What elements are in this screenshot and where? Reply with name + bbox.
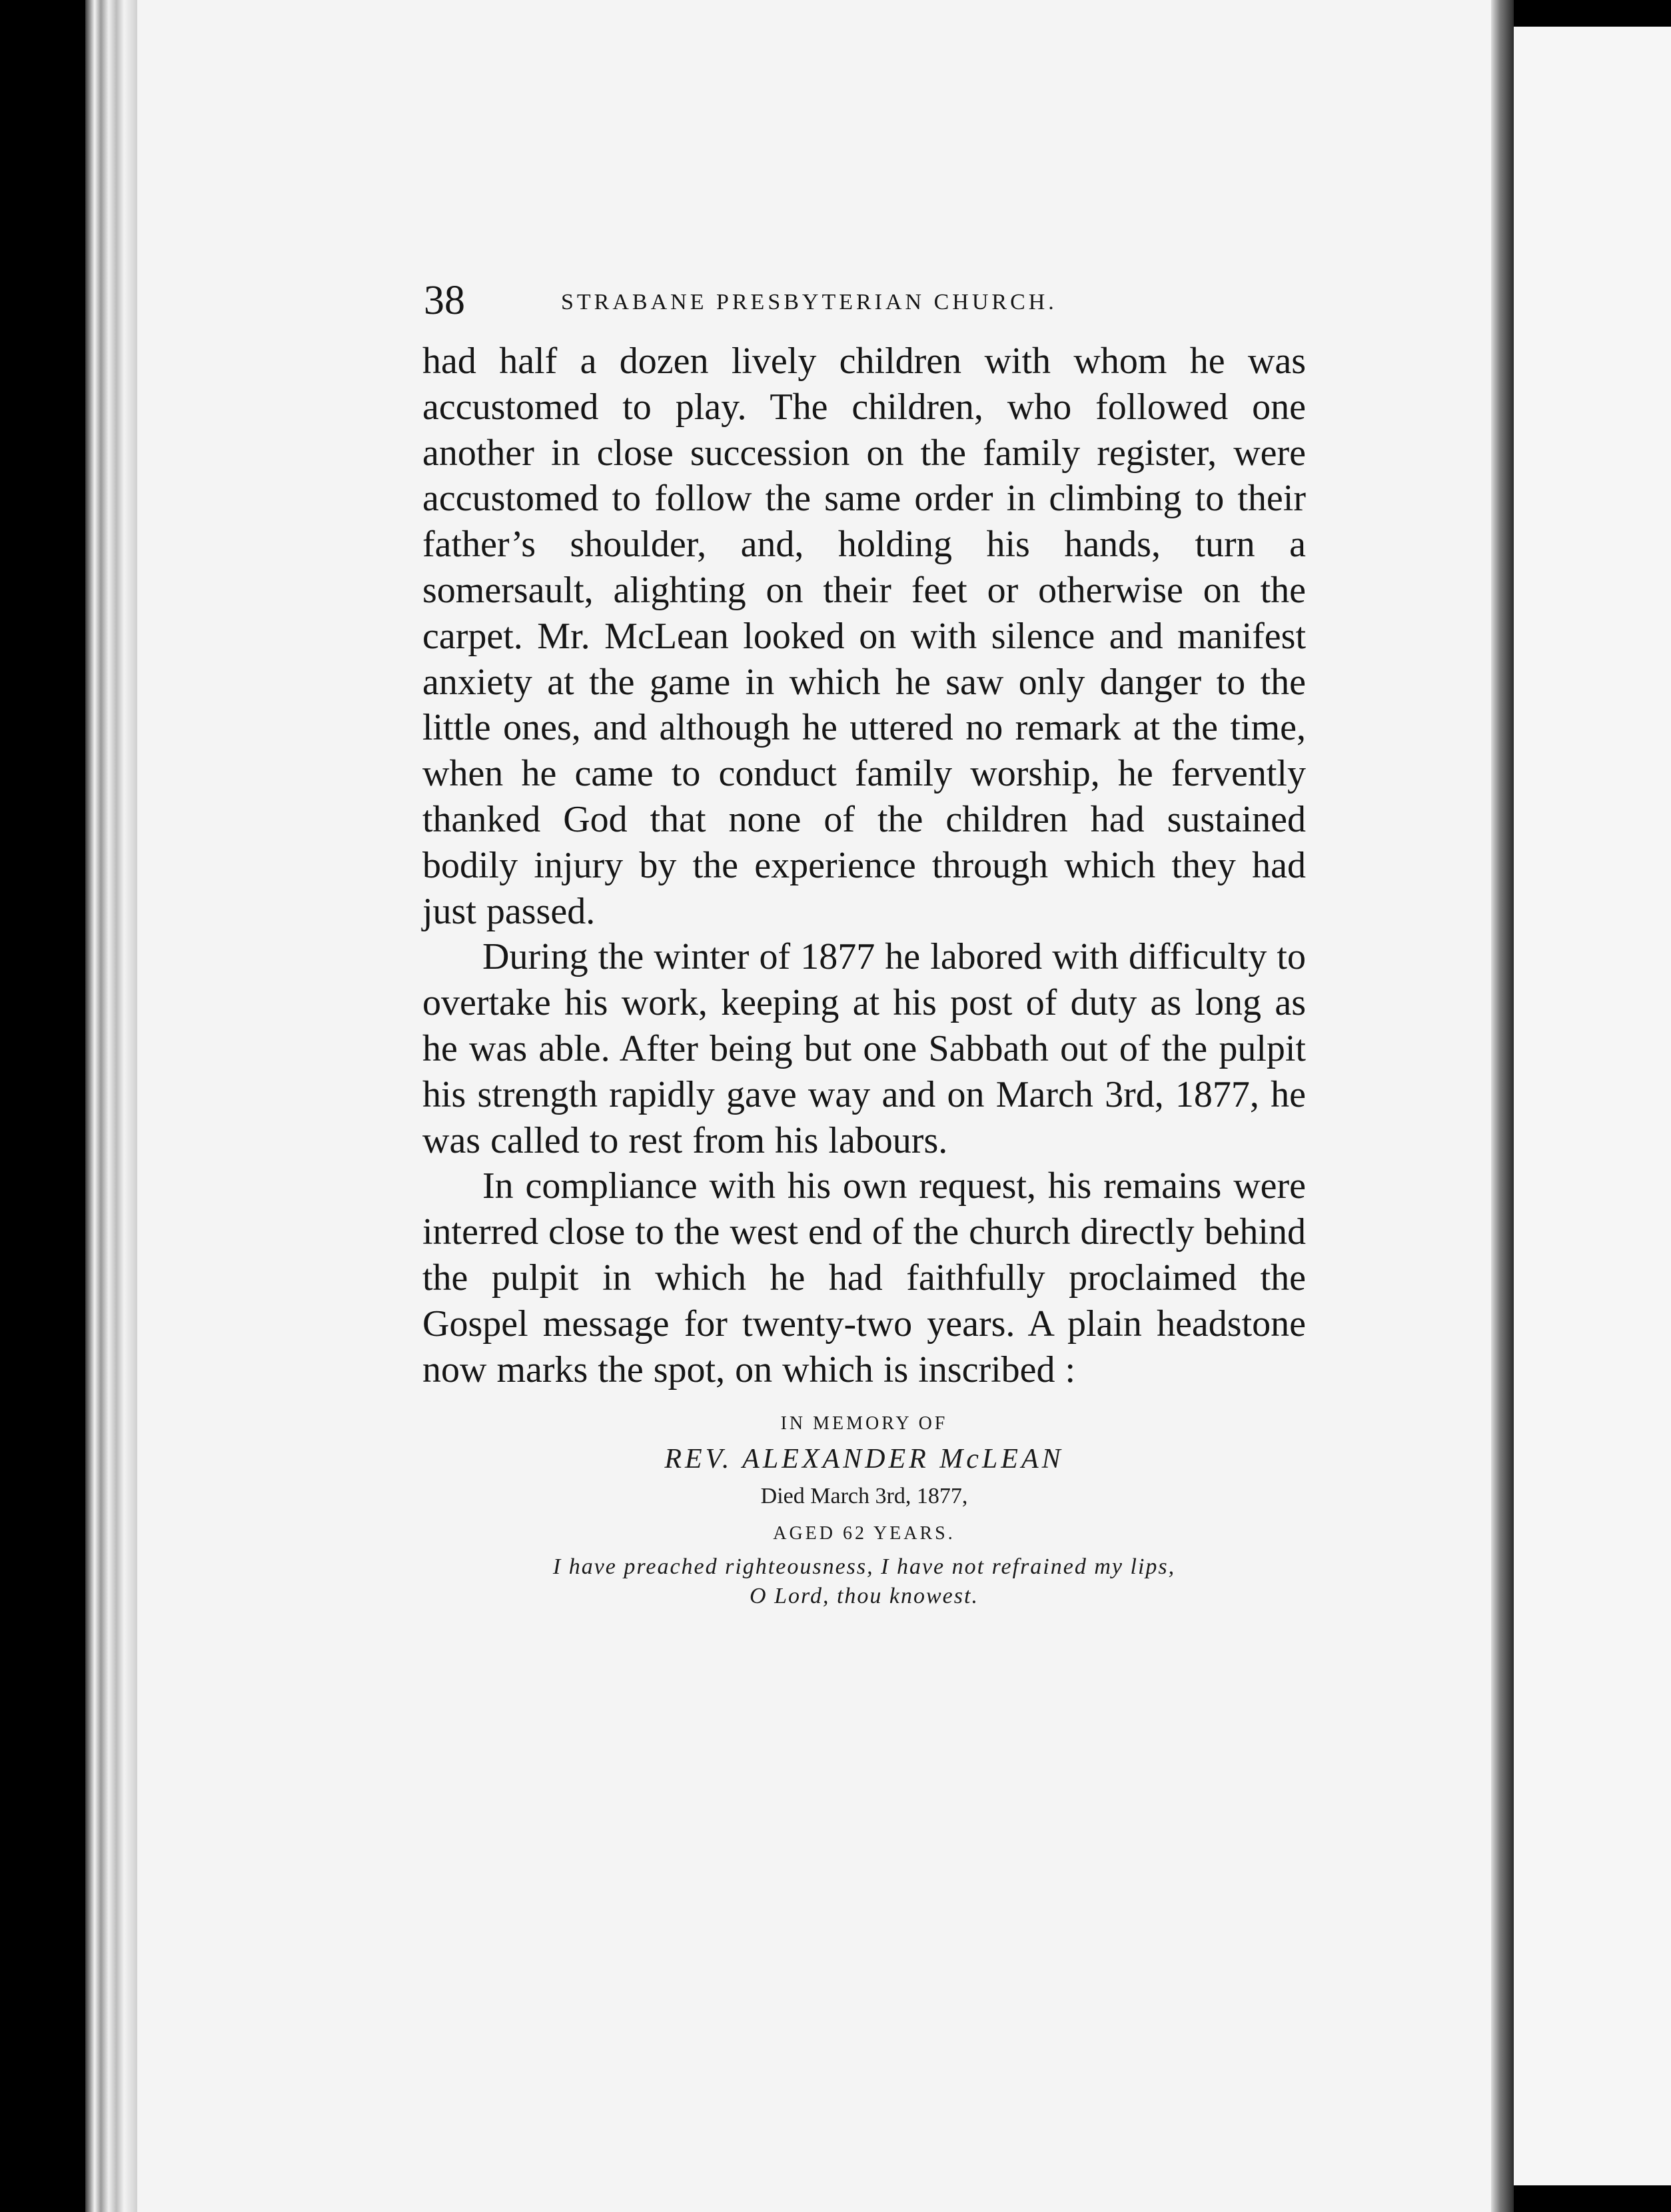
book-gutter <box>85 0 137 2212</box>
inscription-name: REV. ALEXANDER McLEAN <box>664 1444 1064 1475</box>
inscription-aged: AGED 62 YEARS. <box>773 1523 955 1544</box>
page-edge <box>1491 0 1514 2212</box>
running-head <box>422 272 1306 338</box>
paragraph-1: had half a dozen lively children with whom he was accustomed to play. The children, who followed one another in close succession on the family register, were accustomed to follow the same order in climbing to their father’s shoulder, and, holding his hands, turn a somersault, alighting on their feet or otherwise on the carpet. Mr. McLean looked on with silence and manifest anxiety at the game in which he saw only danger to the little ones, and although he uttered no remark at the time, when he came to conduct family worship, he fervently thanked God that none of the children had sustained bodily injury by the experience through which they had just passed. <box>422 340 1306 932</box>
inscription-died: Died March 3rd, 1877, <box>760 1484 968 1509</box>
body-text <box>422 338 1306 1392</box>
page-content <box>422 272 1306 1611</box>
facing-page <box>1514 27 1671 2185</box>
inscription-in-memory: IN MEMORY OF <box>780 1413 948 1434</box>
paragraph-3: In compliance with his own request, his remains were interred close to the west end of the church directly behind the pulpit in which he had faithfully proclaimed the Gospel message for twenty-two years. A plain headstone now marks the spot, on which is inscribed : <box>422 1165 1306 1390</box>
page-number: 38 <box>424 278 465 323</box>
paragraph-2: During the winter of 1877 he labored with difficulty to overtake his work, keeping at his post of duty as long as he was able. After being but one Sabbath out of the pulpit his strength rapidly gave way and on March 3rd, 1877, he was called to rest from his labours. <box>422 936 1306 1161</box>
inscription-verse-1: I have preached righteousness, I have not refrained my lips, <box>552 1554 1176 1580</box>
headstone-inscription <box>422 1407 1306 1611</box>
running-head-title: STRABANE PRESBYTERIAN CHURCH. <box>561 290 1057 314</box>
inscription-verse-2: O Lord, thou knowest. <box>750 1584 979 1609</box>
